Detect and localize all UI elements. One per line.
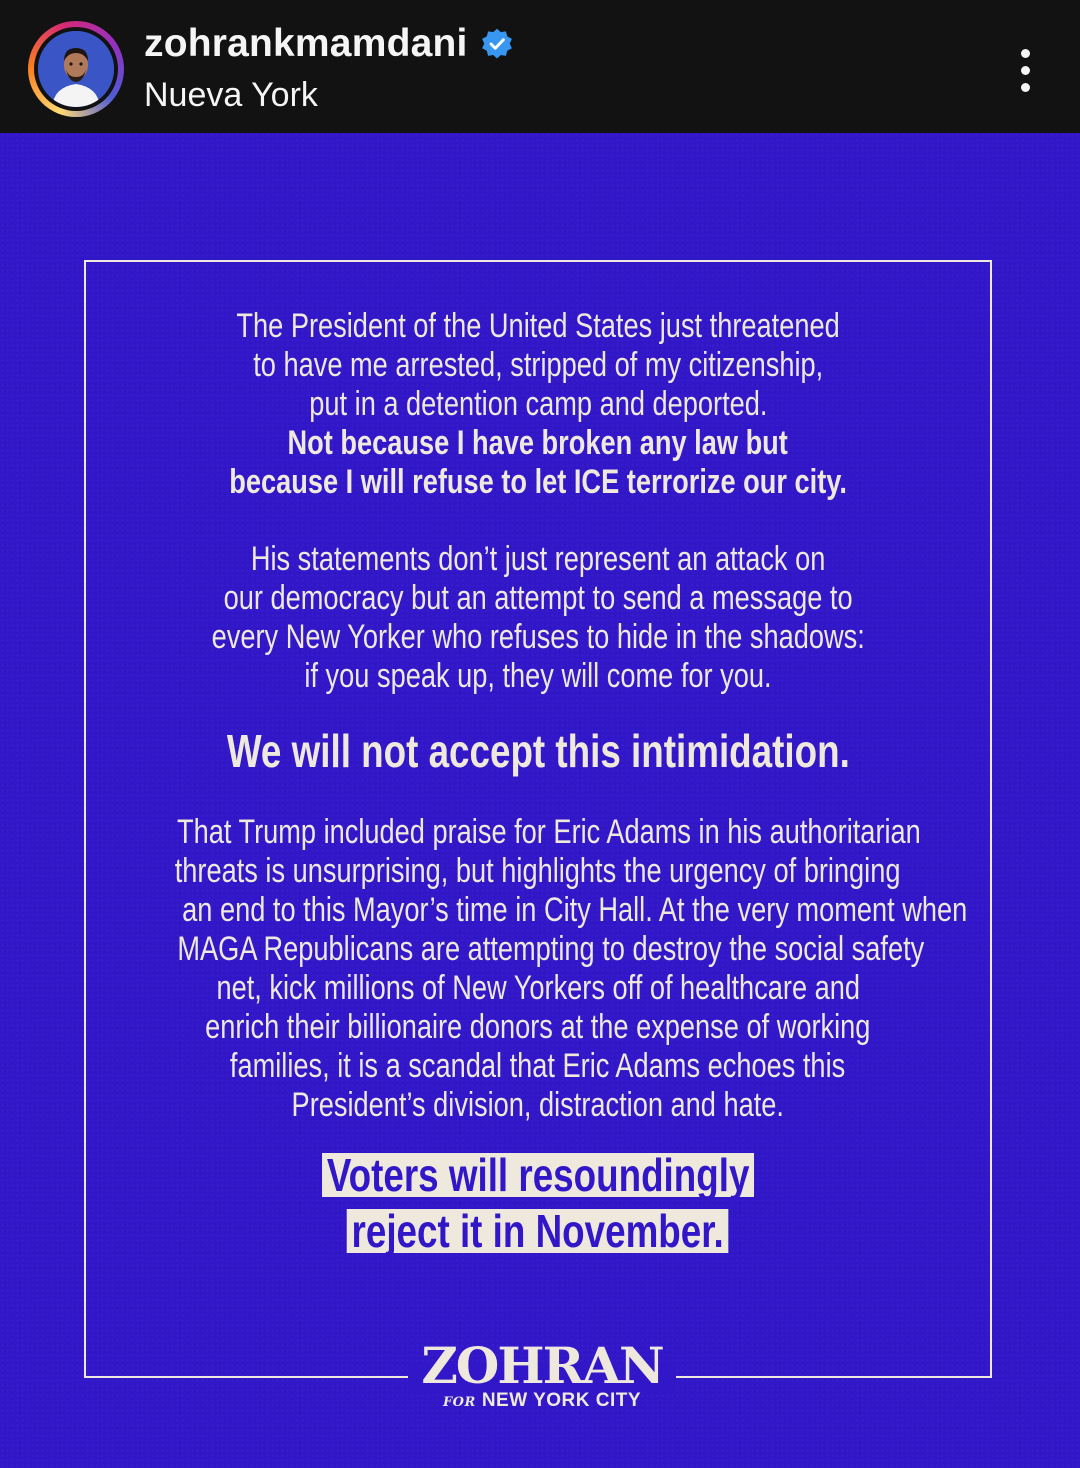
paragraph-adams: [84, 813, 992, 1125]
headline-text: We will not accept this intimidation.: [226, 725, 850, 777]
closing-statement: [84, 1149, 992, 1265]
highlighted-line: reject it in November.: [347, 1209, 729, 1253]
more-dot: [1021, 49, 1030, 58]
username-row: [144, 16, 514, 72]
text-line: put in a detention camp and deported.: [308, 385, 768, 423]
text-line: if you speak up, they will come for you.: [304, 657, 772, 695]
text-line: an end to this Mayor’s time in City Hall. At the very moment when: [182, 891, 968, 929]
bold-text-line: Not because I have broken any law but: [287, 424, 789, 462]
campaign-logo: [408, 1338, 676, 1412]
text-line: to have me arrested, stripped of my citizenship,: [253, 346, 823, 384]
logo-subtitle: [408, 1390, 676, 1412]
more-dot: [1021, 66, 1030, 75]
text-line: MAGA Republicans are attempting to destroy the social safety: [177, 930, 925, 968]
text-line: President’s division, distraction and hate.: [291, 1086, 785, 1124]
text-line: The President of the United States just threatened: [236, 307, 840, 345]
text-line: families, it is a scandal that Eric Adams echoes this: [230, 1047, 846, 1085]
bold-text-line: because I will refuse to let ICE terrorize our city.: [229, 463, 847, 501]
profile-photo: [38, 31, 114, 107]
more-options-icon[interactable]: [1000, 40, 1050, 100]
logo-city: NEW YORK CITY: [481, 1390, 642, 1411]
location-link[interactable]: Nueva York: [144, 76, 318, 114]
logo-name: ZOHRAN: [421, 1336, 663, 1395]
avatar[interactable]: [34, 27, 118, 111]
text-line: threats is unsurprising, but highlights the urgency of bringing: [175, 852, 901, 890]
more-dot: [1021, 83, 1030, 92]
highlighted-line: Voters will resoundingly: [322, 1153, 754, 1197]
text-line: That Trump included praise for Eric Adams in his authoritarian: [176, 813, 921, 851]
text-line: His statements don’t just represent an attack on: [250, 540, 826, 578]
paragraph-statements: [84, 540, 992, 696]
verified-badge-icon: [480, 27, 514, 61]
post-image[interactable]: [0, 133, 1080, 1468]
username-link[interactable]: zohrankmamdani: [144, 22, 468, 65]
post-header: [0, 0, 1080, 133]
text-line: net, kick millions of New Yorkers off of healthcare and: [216, 969, 860, 1007]
text-line: our democracy but an attempt to send a message to: [223, 579, 853, 617]
text-line: enrich their billionaire donors at the expense of working: [205, 1008, 871, 1046]
headline: [84, 723, 992, 779]
text-line: every New Yorker who refuses to hide in the shadows:: [211, 618, 865, 656]
paragraph-threat: [84, 307, 992, 502]
logo-for: FOR: [442, 1395, 476, 1410]
story-ring[interactable]: [28, 21, 124, 117]
